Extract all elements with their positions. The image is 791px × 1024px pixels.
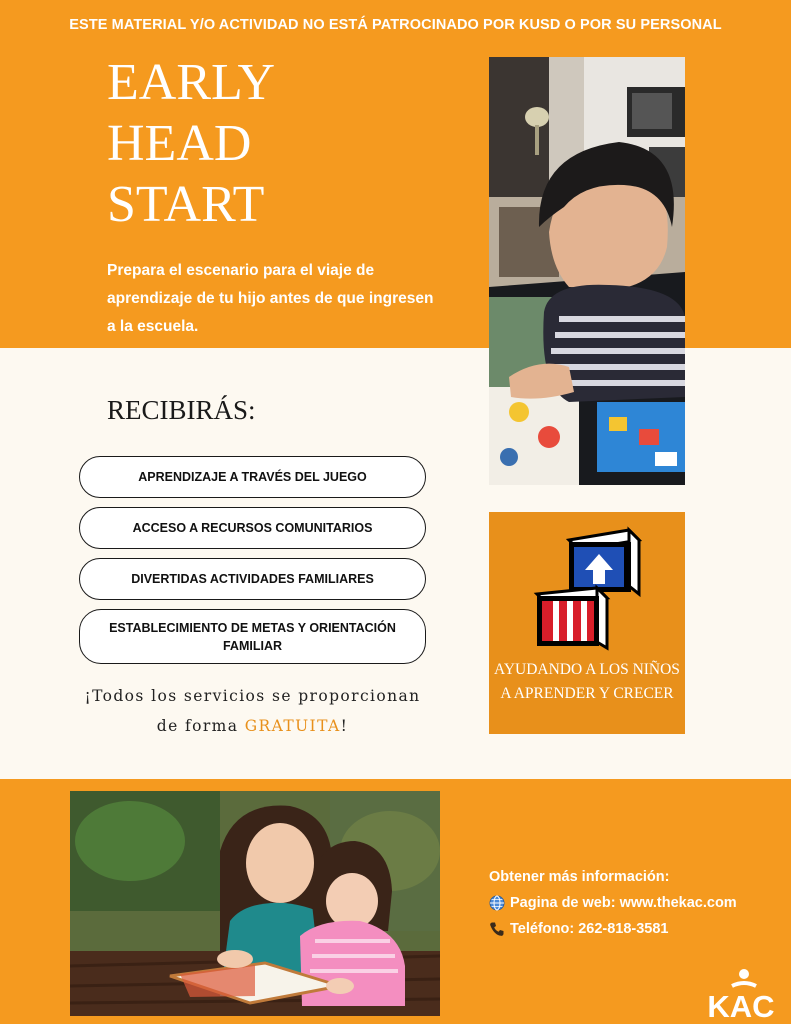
tagline: Prepara el escenario para el viaje de aprendizaje de tu hijo antes de que ingresen a la escuela.	[107, 262, 434, 335]
blocks-logo-icon	[489, 512, 685, 652]
program-title	[107, 52, 275, 235]
disclaimer-text: ESTE MATERIAL Y/O ACTIVIDAD NO ESTÁ PATROCINADO POR KUSD O POR SU PERSONAL	[69, 17, 722, 33]
free-services-note	[80, 681, 425, 741]
contact-heading: Obtener más información:	[489, 869, 670, 885]
globe-icon	[489, 895, 505, 911]
kac-logo	[698, 966, 784, 1020]
logo-caption: AYUDANDO A LOS NIÑOS A APRENDER Y CRECER	[494, 661, 680, 702]
title-line-1: EARLY	[107, 54, 276, 111]
benefit-item: DIVERTIDAS ACTIVIDADES FAMILIARES	[79, 558, 426, 600]
benefit-item: ACCESO A RECURSOS COMUNITARIOS	[79, 507, 426, 549]
free-services-end: !	[340, 717, 349, 735]
contact-website[interactable]	[489, 895, 737, 911]
contact-phone[interactable]	[489, 921, 669, 937]
title-line-2: HEAD	[107, 115, 252, 172]
kac-logo-text: KAC	[707, 989, 775, 1020]
website-label: Pagina de web: www.thekac.com	[510, 895, 737, 911]
photo-mother-daughter-reading	[70, 791, 440, 1016]
title-line-3: START	[107, 176, 265, 233]
logo-panel	[489, 512, 685, 734]
phone-icon	[489, 921, 505, 937]
benefit-item: ESTABLECIMIENTO DE METAS Y ORIENTACIÓN FAMILIAR	[79, 609, 426, 664]
free-services-accent: GRATUITA	[244, 717, 341, 735]
photo-child-playing	[489, 57, 685, 485]
phone-label: Teléfono: 262-818-3581	[510, 921, 669, 937]
benefits-heading: RECIBIRÁS:	[107, 395, 256, 425]
free-services-text: ¡Todos los servicios se proporcionan de forma	[84, 687, 421, 735]
benefit-item: APRENDIZAJE A TRAVÉS DEL JUEGO	[79, 456, 426, 498]
